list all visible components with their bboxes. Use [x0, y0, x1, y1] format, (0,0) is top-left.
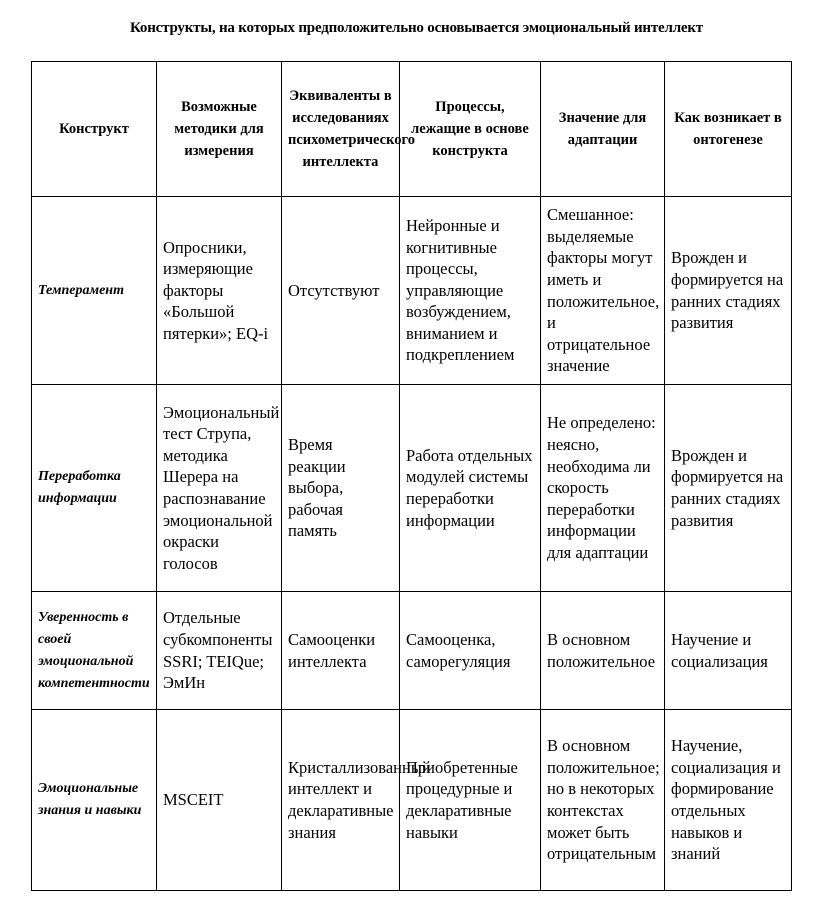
methods-cell: MSCEIT [157, 710, 282, 891]
table-row [32, 592, 792, 710]
ontogenesis-cell: Научение и социализация [665, 592, 792, 710]
table-row [32, 197, 792, 385]
methods-cell: Опросники, измеряющие факторы «Большой пятерки»; EQ-i [157, 197, 282, 385]
header-equivalents: Эквиваленты в исследованиях психометрического интеллекта [282, 62, 400, 197]
methods-cell: Эмоциональный тест Струпа, методика Шерера на распознавание эмоциональной окраски голосов [157, 385, 282, 592]
processes-cell: Работа отдельных модулей системы переработки информации [400, 385, 541, 592]
ontogenesis-cell: Врожден и формируется на ранних стадиях развития [665, 197, 792, 385]
constructs-table [31, 61, 792, 891]
ontogenesis-cell: Научение, социализация и формирование отдельных навыков и знаний [665, 710, 792, 891]
header-adaptation: Значение для адаптации [541, 62, 665, 197]
construct-cell: Темперамент [32, 197, 157, 385]
processes-cell: Самооценка, саморегуляция [400, 592, 541, 710]
adaptation-cell: Не определено: неясно, необходима ли скорость переработки информации для адаптации [541, 385, 665, 592]
table-row [32, 710, 792, 891]
header-methods: Возможные методики для измерения [157, 62, 282, 197]
construct-cell: Уверенность в своей эмоциональной компетентности [32, 592, 157, 710]
processes-cell: Приобретенные процедурные и декларативные навыки [400, 710, 541, 891]
equivalents-cell: Отсутствуют [282, 197, 400, 385]
header-processes: Процессы, лежащие в основе конструкта [400, 62, 541, 197]
adaptation-cell: В основном положительное; но в некоторых контекстах может быть отрицательным [541, 710, 665, 891]
table-title: Конструкты, на которых предположительно основывается эмоциональный интеллект [130, 20, 703, 36]
ontogenesis-cell: Врожден и формируется на ранних стадиях развития [665, 385, 792, 592]
adaptation-cell: Смешанное: выделяемые факторы могут иметь и положительное, и отрицательное значение [541, 197, 665, 385]
header-construct: Конструкт [32, 62, 157, 197]
equivalents-cell: Самооценки интеллекта [282, 592, 400, 710]
adaptation-cell: В основном положительное [541, 592, 665, 710]
table-row [32, 385, 792, 592]
header-ontogenesis: Как возникает в онтогенезе [665, 62, 792, 197]
construct-cell: Переработка информации [32, 385, 157, 592]
equivalents-cell: Кристаллизованный интеллект и декларативные знания [282, 710, 400, 891]
equivalents-cell: Время реакции выбора, рабочая память [282, 385, 400, 592]
processes-cell: Нейронные и когнитивные процессы, управляющие возбуждением, вниманием и подкреплением [400, 197, 541, 385]
header-row [32, 62, 792, 197]
construct-cell: Эмоциональные знания и навыки [32, 710, 157, 891]
methods-cell: Отдельные субкомпоненты SSRI; TEIQue; ЭмИн [157, 592, 282, 710]
